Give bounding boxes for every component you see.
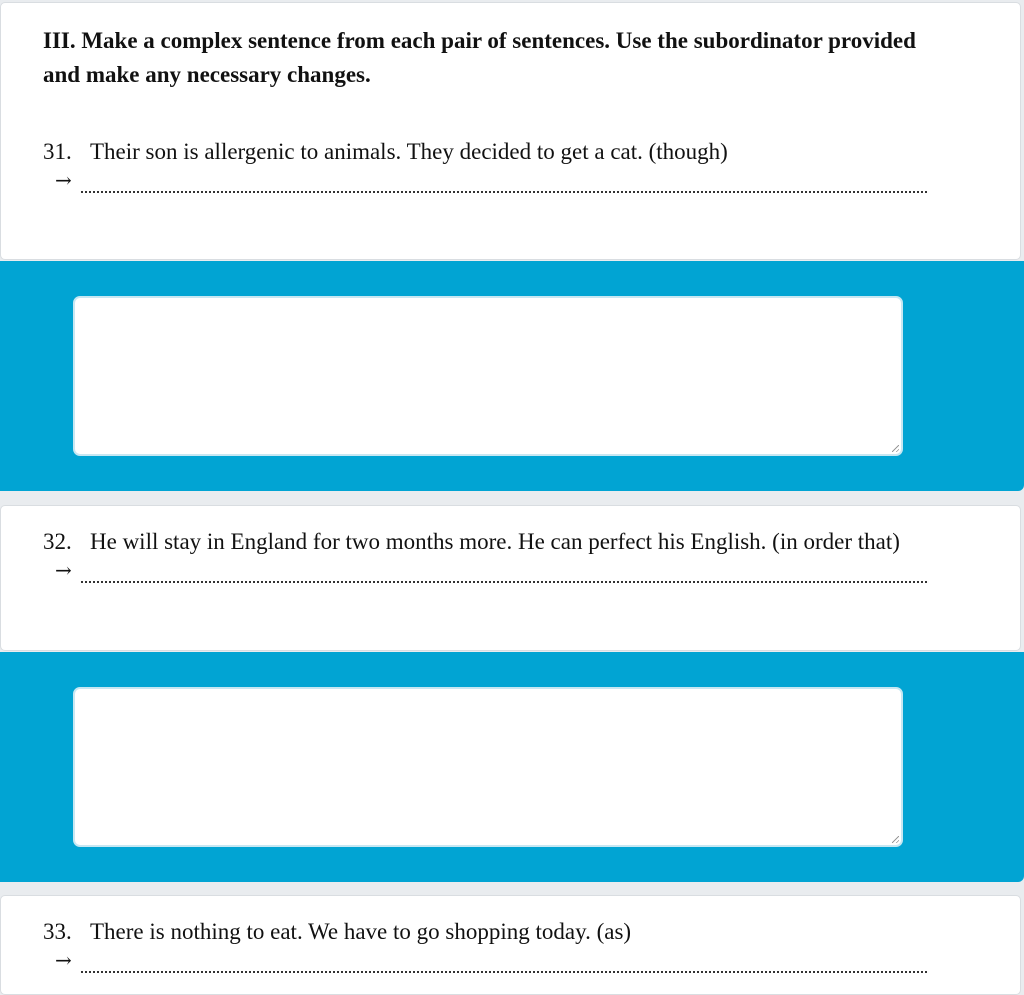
answer-line-32 xyxy=(55,558,927,585)
question-number: 32. xyxy=(43,529,72,554)
resize-handle-icon[interactable] xyxy=(892,836,899,843)
question-card-33 xyxy=(0,895,1021,995)
answer-line-31 xyxy=(55,168,927,195)
question-number: 33. xyxy=(43,919,72,944)
answer-panel-31 xyxy=(0,261,1024,491)
resize-handle-icon[interactable] xyxy=(892,445,899,452)
dotted-answer-line xyxy=(81,191,927,193)
question-text: He will stay in England for two months more. He can perfect his English. (in order that) xyxy=(90,529,900,554)
right-arrow-icon: → xyxy=(55,948,72,972)
question-31 xyxy=(43,137,728,167)
instruction-heading: III. Make a complex sentence from each pair of sentences. Use the subordinator provided and make any necessary changes. xyxy=(43,28,916,87)
question-card-32 xyxy=(0,505,1021,651)
question-33 xyxy=(43,917,631,947)
question-text: There is nothing to eat. We have to go shopping today. (as) xyxy=(90,919,632,944)
question-number: 31. xyxy=(43,139,72,164)
right-arrow-icon: → xyxy=(55,558,72,582)
answer-textbox-32[interactable] xyxy=(73,687,903,847)
question-card-31 xyxy=(0,2,1021,260)
right-arrow-icon: → xyxy=(55,168,72,192)
question-32 xyxy=(43,527,900,557)
dotted-answer-line xyxy=(81,971,927,973)
question-text: Their son is allergenic to animals. They decided to get a cat. (though) xyxy=(90,139,728,164)
answer-textbox-31[interactable] xyxy=(73,296,903,456)
answer-line-33 xyxy=(55,948,927,975)
answer-panel-32 xyxy=(0,652,1024,882)
dotted-answer-line xyxy=(81,581,927,583)
